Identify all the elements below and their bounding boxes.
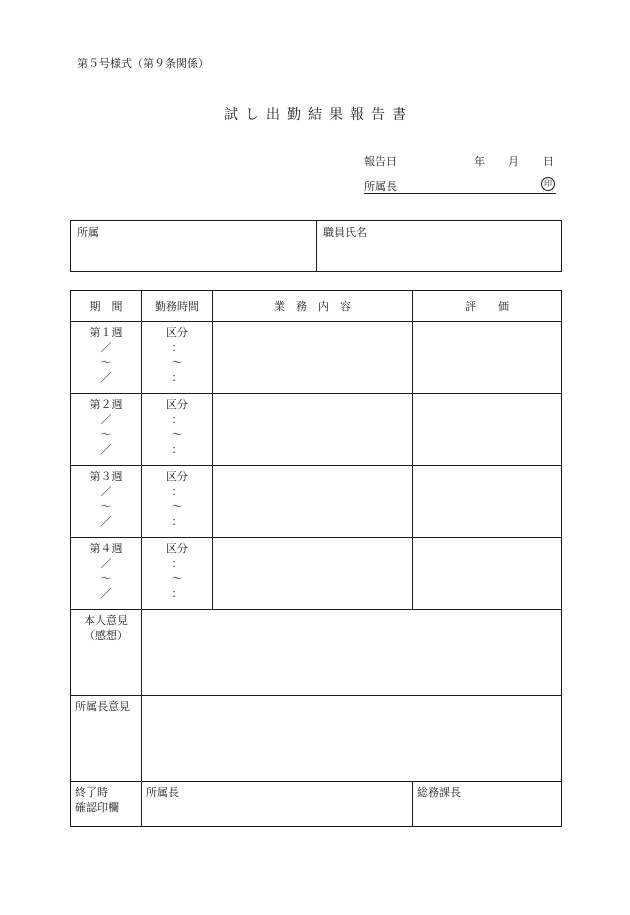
confirmation-label-line1: 終了時 [75,786,108,799]
affiliation-label: 所属 [77,226,99,239]
time-colon: ： [171,371,183,384]
date-slash: ／ [100,557,112,570]
range-tilde: ～ [171,356,183,369]
supervisor-opinion-label: 所属長意見 [71,696,142,782]
time-colon: ： [171,341,183,354]
supervisor-opinion-row [71,696,562,782]
date-slash: ／ [100,485,112,498]
head-signature-line[interactable] [364,193,556,194]
evaluation-cell[interactable] [413,538,562,610]
work-hours-cell[interactable] [142,466,213,538]
employee-info-table [70,220,562,272]
period-cell[interactable] [71,322,142,394]
self-opinion-label-line2: （感想） [84,629,128,642]
division-label: 区分 [166,398,188,411]
range-tilde: ～ [100,500,112,513]
week-label: 第４週 [89,542,123,555]
head-confirm-label: 所属長 [146,786,179,799]
general-affairs-confirm-field[interactable] [413,782,562,827]
self-opinion-row [71,610,562,696]
work-content-cell[interactable] [213,322,413,394]
table-row [71,394,562,466]
period-cell[interactable] [71,466,142,538]
confirmation-row [71,782,562,827]
time-colon: ： [171,485,183,498]
division-label: 区分 [166,326,188,339]
table-row [71,538,562,610]
time-colon: ： [171,413,183,426]
week-label: 第３週 [89,470,123,483]
range-tilde: ～ [100,356,112,369]
date-slash: ／ [100,341,112,354]
day-label: 日 [543,155,554,168]
evaluation-cell[interactable] [413,466,562,538]
employee-name-field[interactable] [317,221,562,272]
week-label: 第１週 [89,326,123,339]
seal-icon: 印 [541,177,555,191]
date-slash: ／ [100,515,112,528]
attendance-result-table [70,290,562,827]
division-label: 区分 [166,470,188,483]
confirmation-label [71,782,142,827]
division-label: 区分 [166,542,188,555]
general-affairs-confirm-label: 総務課長 [417,786,461,799]
date-slash: ／ [100,413,112,426]
head-confirm-field[interactable] [142,782,413,827]
date-slash: ／ [100,371,112,384]
head-label: 所属長 [364,180,397,193]
evaluation-header: 評 価 [413,291,562,322]
table-row [71,322,562,394]
range-tilde: ～ [171,500,183,513]
supervisor-opinion-field[interactable] [142,696,562,782]
affiliation-field[interactable] [71,221,317,272]
work-hours-cell[interactable] [142,394,213,466]
work-hours-header: 勤務時間 [142,291,213,322]
work-content-cell[interactable] [213,466,413,538]
time-colon: ： [171,587,183,600]
work-hours-cell[interactable] [142,322,213,394]
range-tilde: ～ [100,428,112,441]
table-row [71,466,562,538]
self-opinion-label-line1: 本人意見 [84,614,128,627]
evaluation-cell[interactable] [413,322,562,394]
period-header: 期 間 [71,291,142,322]
range-tilde: ～ [171,572,183,585]
range-tilde: ～ [171,428,183,441]
document-title: 試し出勤結果報告書 [224,107,413,123]
date-slash: ／ [100,587,112,600]
date-slash: ／ [100,443,112,456]
year-label: 年 [474,155,485,168]
self-opinion-field[interactable] [142,610,562,696]
form-number: 第５号様式（第９条関係） [77,57,209,70]
time-colon: ： [171,515,183,528]
time-colon: ： [171,557,183,570]
self-opinion-label [71,610,142,696]
work-content-cell[interactable] [213,538,413,610]
work-content-cell[interactable] [213,394,413,466]
period-cell[interactable] [71,394,142,466]
employee-name-label: 職員氏名 [323,226,367,239]
evaluation-cell[interactable] [413,394,562,466]
confirmation-label-line2: 確認印欄 [75,801,119,814]
period-cell[interactable] [71,538,142,610]
report-date-label: 報告日 [364,155,397,168]
time-colon: ： [171,443,183,456]
month-label: 月 [508,155,519,168]
table-header-row [71,291,562,322]
range-tilde: ～ [100,572,112,585]
work-content-header: 業 務 内 容 [213,291,413,322]
week-label: 第２週 [89,398,123,411]
work-hours-cell[interactable] [142,538,213,610]
